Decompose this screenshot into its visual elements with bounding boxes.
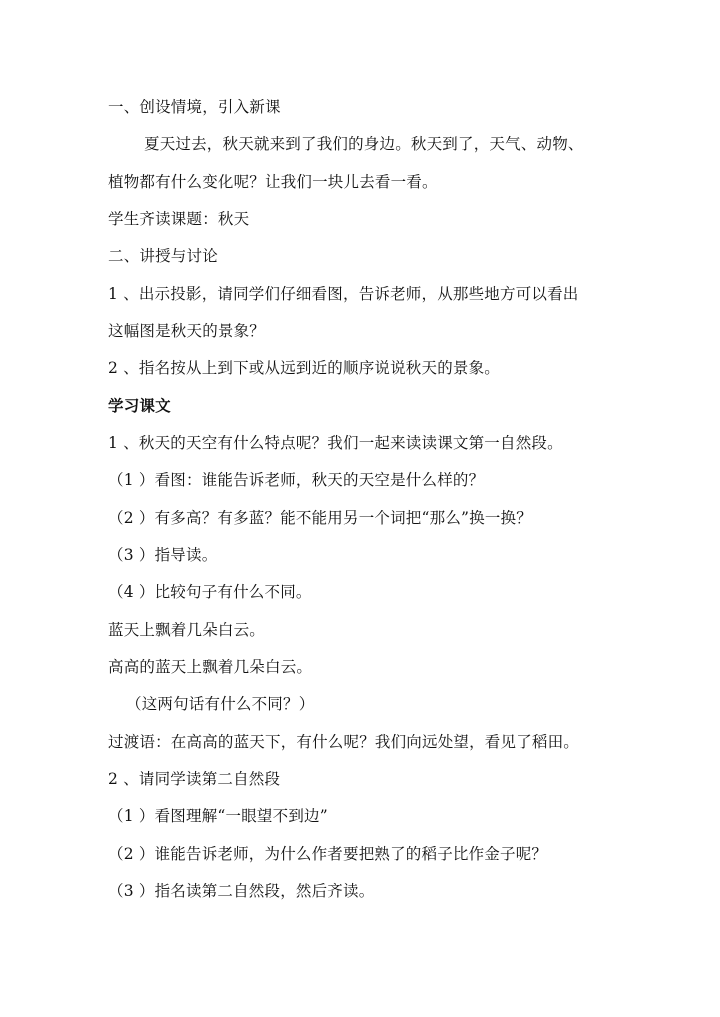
list-item: （2 ）谁能告诉老师，为什么作者要把熟了的稻子比作金子呢？ [108, 845, 548, 863]
list-item: （2 ）有多高？有多蓝？能不能用另一个词把“那么”换一换？ [108, 509, 532, 527]
paragraph-line: 学生齐读课题：秋天 [108, 210, 250, 228]
list-item: 1 、出示投影，请同学们仔细看图，告诉老师，从那些地方可以看出 [108, 285, 579, 303]
list-item: （1 ）看图理解“一眼望不到边” [108, 807, 328, 825]
paragraph-line: 过渡语：在高高的蓝天下，有什么呢？我们向远处望，看见了稻田。 [108, 733, 580, 751]
paragraph-line: 蓝天上飘着几朵白云。 [108, 621, 266, 639]
section-heading-bold: 学习课文 [108, 397, 171, 415]
list-item: 1 、秋天的天空有什么特点呢？我们一起来读读课文第一自然段。 [108, 434, 563, 452]
list-item: （4 ）比较句子有什么不同。 [108, 583, 312, 601]
paragraph-line: （这两句话有什么不同？） [126, 695, 315, 713]
paragraph-line: 植物都有什么变化呢？让我们一块儿去看一看。 [108, 173, 438, 191]
list-item: （1 ）看图：谁能告诉老师，秋天的天空是什么样的？ [108, 471, 485, 489]
list-item: 2 、请同学读第二自然段 [108, 770, 281, 788]
list-item: 2 、指名按从上到下或从远到近的顺序说说秋天的景象。 [108, 359, 500, 377]
section-heading-1: 一、创设情境，引入新课 [108, 98, 281, 116]
paragraph-line: 夏天过去，秋天就来到了我们的身边。秋天到了，天气、动物、 [144, 135, 584, 153]
paragraph-line: 这幅图是秋天的景象？ [108, 322, 266, 340]
section-heading-2: 二、讲授与讨论 [108, 247, 218, 265]
paragraph-line: 高高的蓝天上飘着几朵白云。 [108, 658, 313, 676]
list-item: （3 ）指名读第二自然段，然后齐读。 [108, 882, 375, 900]
list-item: （3 ）指导读。 [108, 546, 218, 564]
